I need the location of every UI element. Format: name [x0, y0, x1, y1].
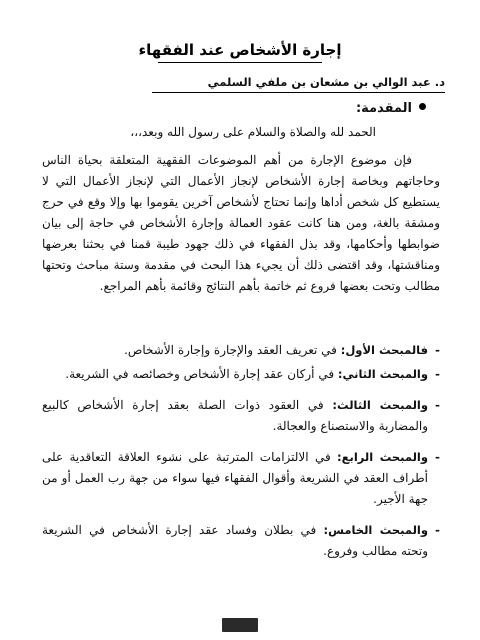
section-text	[42, 520, 428, 562]
section-description: في أركان عقد إجارة الأشخاص وخصائصه في الشريعة.	[65, 367, 338, 381]
list-item	[42, 447, 440, 510]
list-item	[42, 520, 440, 562]
section-label: فالمبحث الأول:	[340, 343, 428, 357]
section-label: والمبحث الثالث:	[332, 398, 428, 412]
dash-marker: -	[435, 367, 440, 381]
list-item	[42, 395, 440, 437]
title-underline	[158, 62, 322, 63]
dash-marker: -	[435, 523, 440, 537]
author-underline	[152, 92, 445, 93]
section-text	[42, 447, 428, 510]
dash-marker: -	[435, 450, 440, 464]
dash-marker: -	[435, 343, 440, 357]
section-label: والمبحث الرابع:	[337, 450, 428, 464]
intro-heading: المقدمة:	[355, 101, 412, 116]
section-text	[42, 395, 428, 437]
section-text	[42, 364, 428, 385]
author-name: د. عبد الوالي بن مشعان بن ملفي السلمي	[207, 75, 445, 89]
dash-marker: -	[435, 398, 440, 412]
document-title: إجارة الأشخاص عند الفقهاء	[138, 41, 342, 59]
bullet-icon	[419, 103, 426, 110]
list-item	[42, 340, 440, 361]
section-label: والمبحث الخامس:	[323, 523, 428, 537]
section-description: في العقود ذوات الصلة بعقد إجارة الأشخاص كالبيع والمضاربة والاستصناع والعجالة.	[42, 398, 428, 433]
list-item	[42, 364, 440, 385]
section-description: في تعريف العقد والإجارة وإجارة الأشخاص.	[124, 343, 341, 357]
document-body	[42, 122, 440, 297]
greeting-line: الحمد لله والصلاة والسلام على رسول الله وبعد،،،	[130, 125, 376, 139]
section-text	[42, 340, 428, 361]
sections-list	[42, 340, 440, 572]
section-description: في بطلان وفساد عقد إجارة الأشخاص في الشريعة وتحته مطالب وفروع.	[42, 523, 428, 558]
intro-paragraph: فإن موضوع الإجارة من أهم الموضوعات الفقهية المتعلقة بحياة الناس وحاجاتهم وبخاصة إجارة الأشخاص لإنجاز الأعمال التي لإنجاز الأعمال التي لا يستطيع كل شخص أداها وإنما تحتاج لأشخاص آخرين يقوموا بها وإلا وقع في حرج ومشقة بالغة، ومن هنا كانت عقود العمالة وإجارة الأشخاص في حاجة إلى بيان ضوابطها وأحكامها، وقد بذل الفقهاء في ذلك جهود طيبة قمنا في بحثنا بعرضها ومناقشتها، وقد اقتضى ذلك أن يجيء هذا البحث في مقدمة وستة مباحث وتحتها مطالب وتحت بعضها فروع ثم خاتمة بأهم النتائج وقائمة بأهم المراجع.	[42, 153, 440, 293]
page-number-block	[222, 618, 258, 632]
section-label: والمبحث الثاني:	[337, 367, 428, 381]
section-description: في الالتزامات المترتبة على نشوء العلاقة التعاقدية على أطراف العقد في الشريعة وأقوال الفقهاء فيها سواء من جهة رب العمل أو من جهة الأجير.	[42, 450, 428, 506]
